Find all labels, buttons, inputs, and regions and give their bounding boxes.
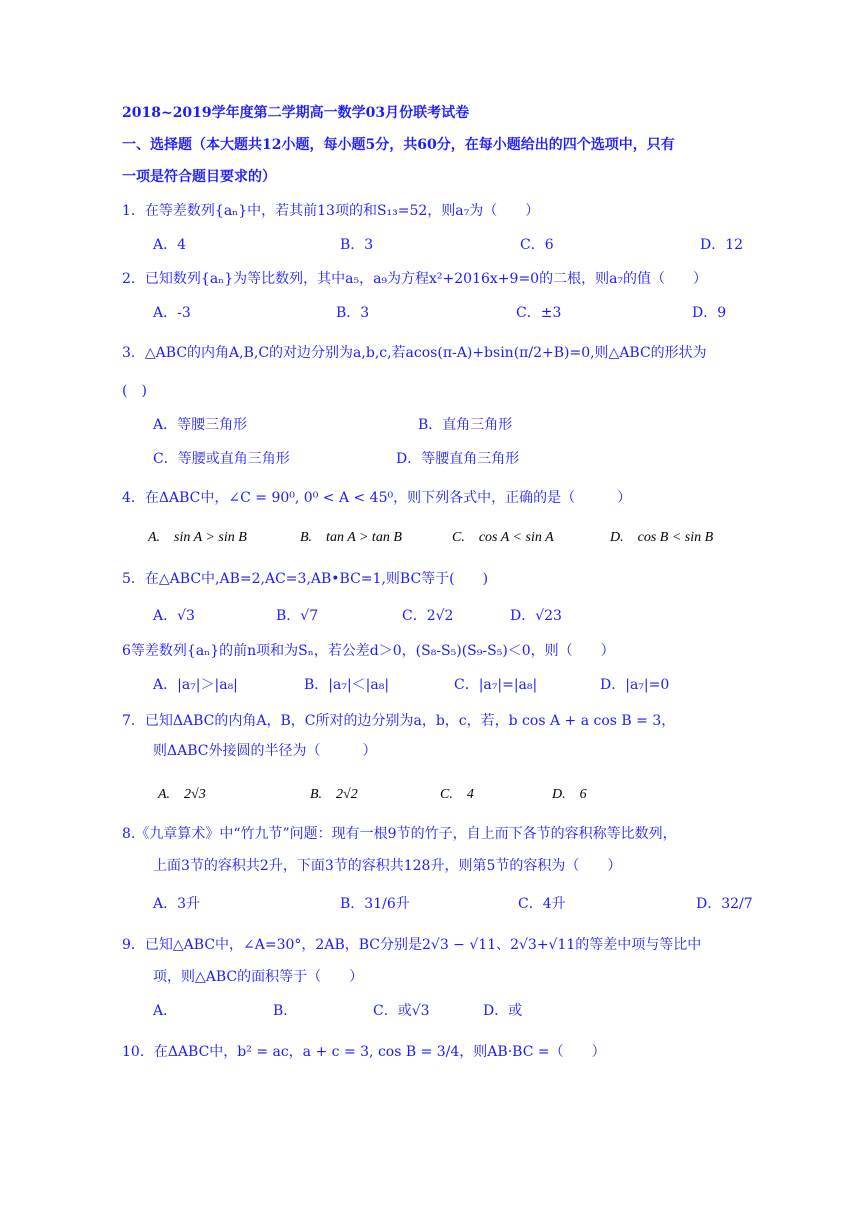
q9-option-a: A． <box>153 1003 178 1019</box>
q6-option-c: C．|a₇|=|a₈| <box>454 677 538 693</box>
question-3-stem-cont: ( ) <box>122 383 147 399</box>
q3-option-d: D．等腰直角三角形 <box>396 451 520 467</box>
q6-option-b: B．|a₇|＜|a₈| <box>304 677 390 693</box>
q7-option-a: A. 2√3 <box>158 787 206 802</box>
q9-option-d: D．或 <box>483 1003 523 1019</box>
q4-option-a: A. sin A > sin B <box>148 530 247 545</box>
q1-option-d: D．12 <box>700 237 744 253</box>
q1-option-c: C．6 <box>520 237 554 253</box>
q2-option-c: C．±3 <box>516 305 562 321</box>
q3-option-a: A．等腰三角形 <box>153 417 248 433</box>
exam-title: 2018~2019学年度第二学期高一数学03月份联考试卷 <box>122 105 470 121</box>
q6-option-d: D．|a₇|=0 <box>600 677 670 693</box>
q5-option-d: D．√23 <box>510 608 562 624</box>
q8-option-c: C．4升 <box>518 896 566 912</box>
question-4-stem: 4．在ΔABC中，∠C = 90⁰, 0⁰ < A < 45⁰，则下列各式中，正确的是（ ） <box>122 490 632 506</box>
q5-option-a: A．√3 <box>153 608 195 624</box>
q7-option-c: C. 4 <box>440 787 474 802</box>
q1-option-b: B．3 <box>340 237 374 253</box>
q9-option-c: C．或√3 <box>373 1003 430 1019</box>
section-heading-line2: 一项是符合题目要求的） <box>122 169 276 185</box>
question-9-stem: 9．已知△ABC中，∠A=30°，2AB，BC分别是2√3 − √11、2√3+√11的等差中项与等比中 <box>122 937 702 953</box>
q4-option-b: B. tan A > tan B <box>300 530 402 545</box>
q8-option-a: A．3升 <box>153 896 201 912</box>
q3-option-b: B．直角三角形 <box>418 417 513 433</box>
question-5-stem: 5．在△ABC中,AB=2,AC=3,AB•BC=1,则BC等于( ) <box>122 571 489 587</box>
question-7-stem: 7．已知ΔABC的内角A，B，C所对的边分别为a，b，c，若，b cos A + a cos B = 3， <box>122 713 676 729</box>
question-7-stem-cont: 则ΔABC外接圆的半径为（ ） <box>153 743 377 759</box>
q1-option-a: A．4 <box>153 237 187 253</box>
question-8-stem: 8.《九章算术》中“竹九节”问题：现有一根9节的竹子，自上而下各节的容积称等比数列， <box>122 826 677 842</box>
question-6-stem: 6等差数列{aₙ}的前n项和为Sₙ，若公差d＞0，(S₈-S₅)(S₉-S₅)＜0，则（ ） <box>122 643 615 659</box>
q5-option-b: B．√7 <box>276 608 319 624</box>
question-3-stem: 3．△ABC的内角A,B,C的对边分别为a,b,c,若acos(π-A)+bsin(π/2+B)=0,则△ABC的形状为 <box>122 345 707 361</box>
q2-option-d: D．9 <box>692 305 727 321</box>
question-1-stem: 1．在等差数列{aₙ}中，若其前13项的和S₁₃=52，则a₇为（ ） <box>122 203 540 219</box>
q2-option-b: B．3 <box>336 305 370 321</box>
q8-option-b: B．31/6升 <box>340 896 410 912</box>
q8-option-d: D．32/7 <box>696 896 753 912</box>
question-9-stem-cont: 项，则△ABC的面积等于（ ） <box>153 969 364 985</box>
q6-option-a: A．|a₇|＞|a₈| <box>153 677 238 693</box>
q4-option-c: C. cos A < sin A <box>452 530 554 545</box>
q7-option-b: B. 2√2 <box>310 787 358 802</box>
q9-option-b: B． <box>273 1003 298 1019</box>
q3-option-c: C．等腰或直角三角形 <box>153 451 290 467</box>
question-8-stem-cont: 上面3节的容积共2升，下面3节的容积共128升，则第5节的容积为（ ） <box>153 858 622 874</box>
q4-option-d: D. cos B < sin B <box>610 530 714 545</box>
q7-option-d: D. 6 <box>552 787 587 802</box>
q2-option-a: A．-3 <box>153 305 191 321</box>
question-2-stem: 2．已知数列{aₙ}为等比数列，其中a₅，a₉为方程x²+2016x+9=0的二根，则a₇的值（ ） <box>122 271 708 287</box>
question-10-stem: 10．在ΔABC中，b² = ac，a + c = 3, cos B = 3/4，则AB·BC =（ ） <box>122 1044 606 1060</box>
q5-option-c: C．2√2 <box>402 608 454 624</box>
section-heading-line1: 一、选择题（本大题共12小题，每小题5分，共60分，在每小题给出的四个选项中，只有 <box>122 137 675 153</box>
